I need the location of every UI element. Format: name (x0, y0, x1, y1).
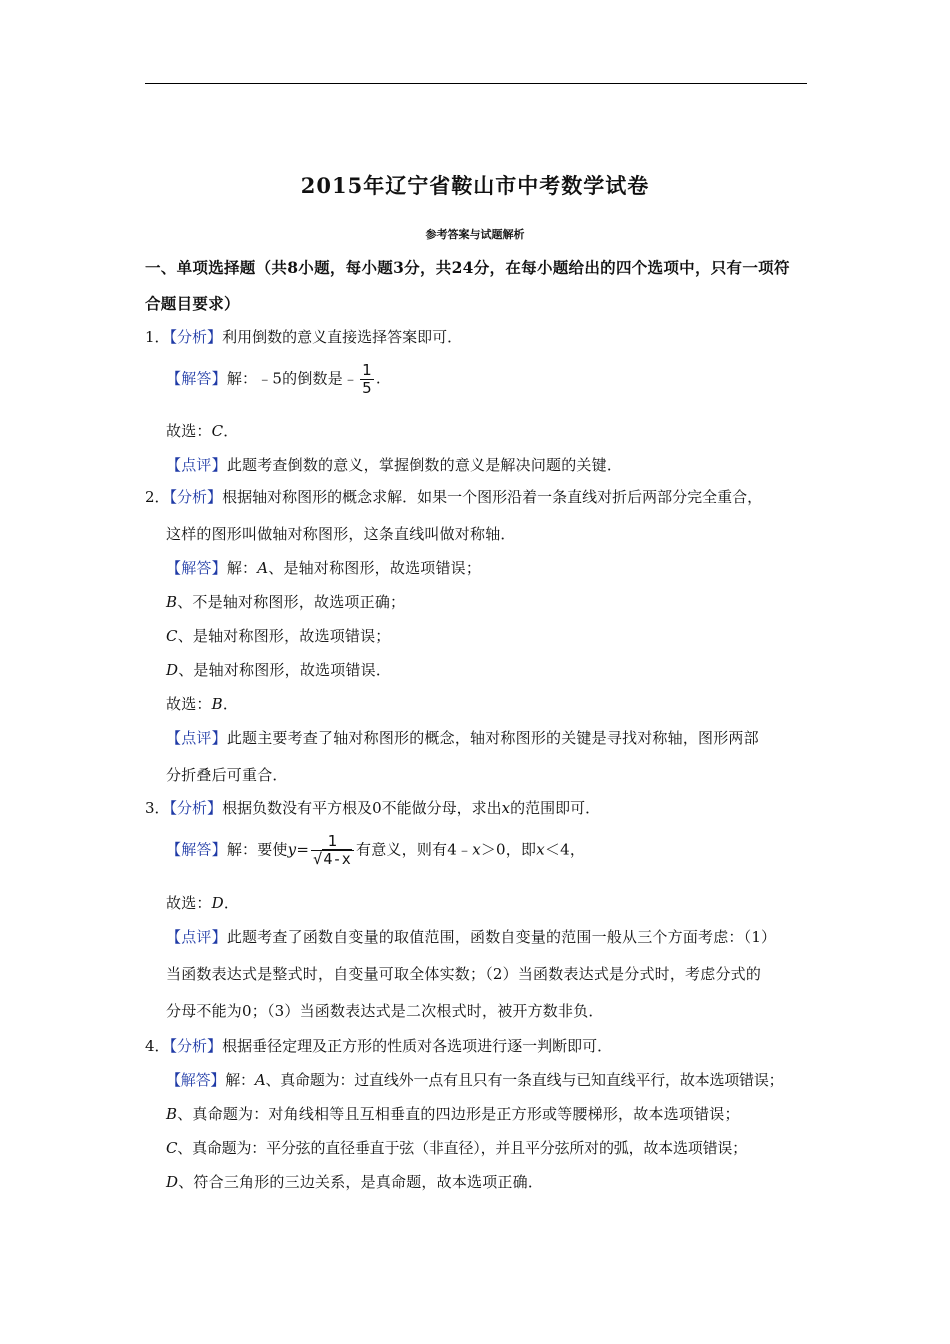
q2-analysis-line2: 这样的图形叫做轴对称图形，这条直线叫做对称轴． (166, 525, 516, 543)
q3-radicand: 4-x (323, 850, 352, 868)
q4-analysis-text: 根据垂径定理及正方形的性质对各选项进行逐一判断即可． (222, 1037, 613, 1055)
q3-answer-equals: = (296, 840, 310, 859)
q3-comment-text1: 此题考查了函数自变量的取值范围，函数自变量的范围一般从三个方面考虑：（1） (226, 928, 777, 946)
q2-answer-line-a (166, 557, 481, 578)
q4-option-d-letter: D (166, 1173, 179, 1191)
q2-answer-line-d (166, 659, 391, 680)
q2-answer-tag: 【解答】 (166, 559, 227, 577)
q1-answer-line (166, 362, 381, 397)
header-rule (145, 83, 807, 84)
q2-option-b-text: 、不是轴对称图形，故选项正确； (177, 593, 406, 611)
q2-choice-end: ． (222, 695, 239, 713)
q3-answer-middle2: ＞0，即 (480, 840, 537, 859)
q4-option-a-letter: A (254, 1071, 266, 1089)
q3-answer-x2: x (536, 840, 545, 859)
section-heading-line1: 一、单项选择题（共8小题，每小题3分，共24分，在每小题给出的四个选项中，只有一项符 (145, 258, 790, 277)
page-subtitle: 参考答案与试题解析 (425, 228, 525, 241)
q3-answer-x1: x (472, 840, 481, 859)
q3-answer-line (166, 833, 585, 868)
q4-option-a-text: 、真命题为：过直线外一点有且只有一条直线与已知直线平行，故本选项错误； (265, 1071, 784, 1089)
q2-comment-line1 (166, 727, 759, 748)
q4-analysis-line (145, 1035, 612, 1056)
q3-comment-tag: 【点评】 (166, 928, 227, 946)
q1-choice-end: ． (223, 422, 239, 440)
q1-choice-letter: C (211, 422, 224, 440)
q4-option-c-text: 、真命题为：平分弦的直径垂直于弦（非直径），并且平分弦所对的弧，故本选项错误； (177, 1139, 747, 1157)
q3-fraction-numerator: 1 (311, 833, 354, 851)
q3-choice-label: 故选： (166, 894, 212, 912)
q3-comment-line1 (166, 926, 776, 947)
q2-answer-prefix: 解： (226, 559, 258, 577)
page-title: 2015年辽宁省鞍山市中考数学试卷 (300, 173, 650, 198)
q2-choice-letter: B (211, 695, 223, 713)
q1-answer-tag: 【解答】 (166, 369, 227, 388)
q3-sqrt: √4-x (313, 850, 352, 868)
q1-answer-text: 解：﹣5的倒数是﹣ (226, 369, 359, 388)
q4-answer-prefix: 解： (225, 1071, 255, 1089)
q1-choice-line (166, 420, 239, 441)
q3-number: 3． (145, 799, 170, 817)
q2-option-c-text: 、是轴对称图形，故选项错误； (177, 627, 391, 645)
q4-analysis-tag: 【分析】 (169, 1037, 223, 1055)
q4-option-c-letter: C (166, 1139, 178, 1157)
q2-comment-text1: 此题主要考查了轴对称图形的概念，轴对称图形的关键是寻找对称轴，图形两部 (226, 729, 759, 747)
q3-choice-line (166, 892, 239, 913)
q1-choice-label: 故选： (166, 422, 212, 440)
q1-answer-end: . (375, 369, 381, 388)
q2-option-a-text: 、是轴对称图形，故选项错误； (268, 559, 482, 577)
q2-answer-line-b (166, 591, 405, 612)
q1-analysis-line (145, 326, 462, 347)
q3-answer-y: y (287, 840, 297, 859)
q1-comment-text: 此题考查倒数的意义，掌握倒数的意义是解决问题的关键． (226, 456, 623, 474)
q3-fraction-denominator-wrap (311, 851, 354, 868)
q4-answer-line-d (166, 1171, 543, 1192)
q4-answer-line-a (166, 1069, 783, 1090)
q2-option-b-letter: B (166, 593, 178, 611)
q3-analysis-end: 的范围即可． (510, 799, 601, 817)
q3-answer-middle: 有意义，则有4﹣ (356, 840, 473, 859)
q2-answer-line-c (166, 625, 391, 646)
q2-analysis-tag: 【分析】 (169, 488, 223, 506)
q4-answer-line-b (166, 1103, 740, 1124)
q2-option-a-letter: A (257, 559, 269, 577)
q4-answer-tag: 【解答】 (166, 1071, 226, 1089)
q3-comment-line3: 分母不能为0；（3）当函数表达式是二次根式时，被开方数非负． (166, 1002, 604, 1020)
q1-fraction (360, 362, 374, 397)
q2-analysis-line1 (145, 486, 762, 507)
q3-analysis-variable: x (501, 799, 511, 817)
q1-analysis-tag: 【分析】 (169, 328, 223, 346)
q3-comment-line2: 当函数表达式是整式时，自变量可取全体实数；（2）当函数表达式是分式时，考虑分式的 (166, 965, 762, 983)
q2-choice-label: 故选： (166, 695, 212, 713)
q2-option-d-text: 、是轴对称图形，故选项错误． (178, 661, 392, 679)
q1-fraction-denominator: 5 (362, 379, 372, 397)
q2-comment-tag: 【点评】 (166, 729, 227, 747)
q4-option-b-letter: B (166, 1105, 178, 1123)
q3-answer-tag: 【解答】 (166, 840, 227, 859)
q4-option-d-text: 、符合三角形的三边关系，是真命题，故本选项正确． (178, 1173, 544, 1191)
section-heading-line2: 合题目要求） (145, 294, 240, 313)
q3-analysis-line (145, 797, 600, 818)
q2-choice-line (166, 693, 238, 714)
q2-comment-line2: 分折叠后可重合． (166, 766, 288, 784)
q3-answer-prefix: 解：要使 (226, 840, 288, 859)
q2-number: 2． (145, 488, 170, 506)
q2-option-c-letter: C (166, 627, 178, 645)
q1-analysis-text: 利用倒数的意义直接选择答案即可． (222, 328, 463, 346)
q4-option-b-text: 、真命题为：对角线相等且互相垂直的四边形是正方形或等腰梯形，故本选项错误； (177, 1105, 740, 1123)
q2-analysis-text1: 根据轴对称图形的概念求解．如果一个图形沿着一条直线对折后两部分完全重合， (222, 488, 763, 506)
q2-option-d-letter: D (166, 661, 179, 679)
q4-answer-line-c (166, 1137, 747, 1158)
q3-analysis-text: 根据负数没有平方根及0不能做分母，求出 (222, 799, 502, 817)
q1-comment-line (166, 454, 622, 475)
q3-answer-end: ＜4， (544, 840, 586, 859)
q4-number: 4． (145, 1037, 170, 1055)
q3-fraction (311, 833, 354, 868)
q3-choice-end: ． (223, 894, 240, 912)
q1-number: 1． (145, 328, 170, 346)
q3-analysis-tag: 【分析】 (169, 799, 223, 817)
q1-comment-tag: 【点评】 (166, 456, 227, 474)
q1-fraction-numerator: 1 (362, 361, 372, 379)
q3-choice-letter: D (211, 894, 224, 912)
